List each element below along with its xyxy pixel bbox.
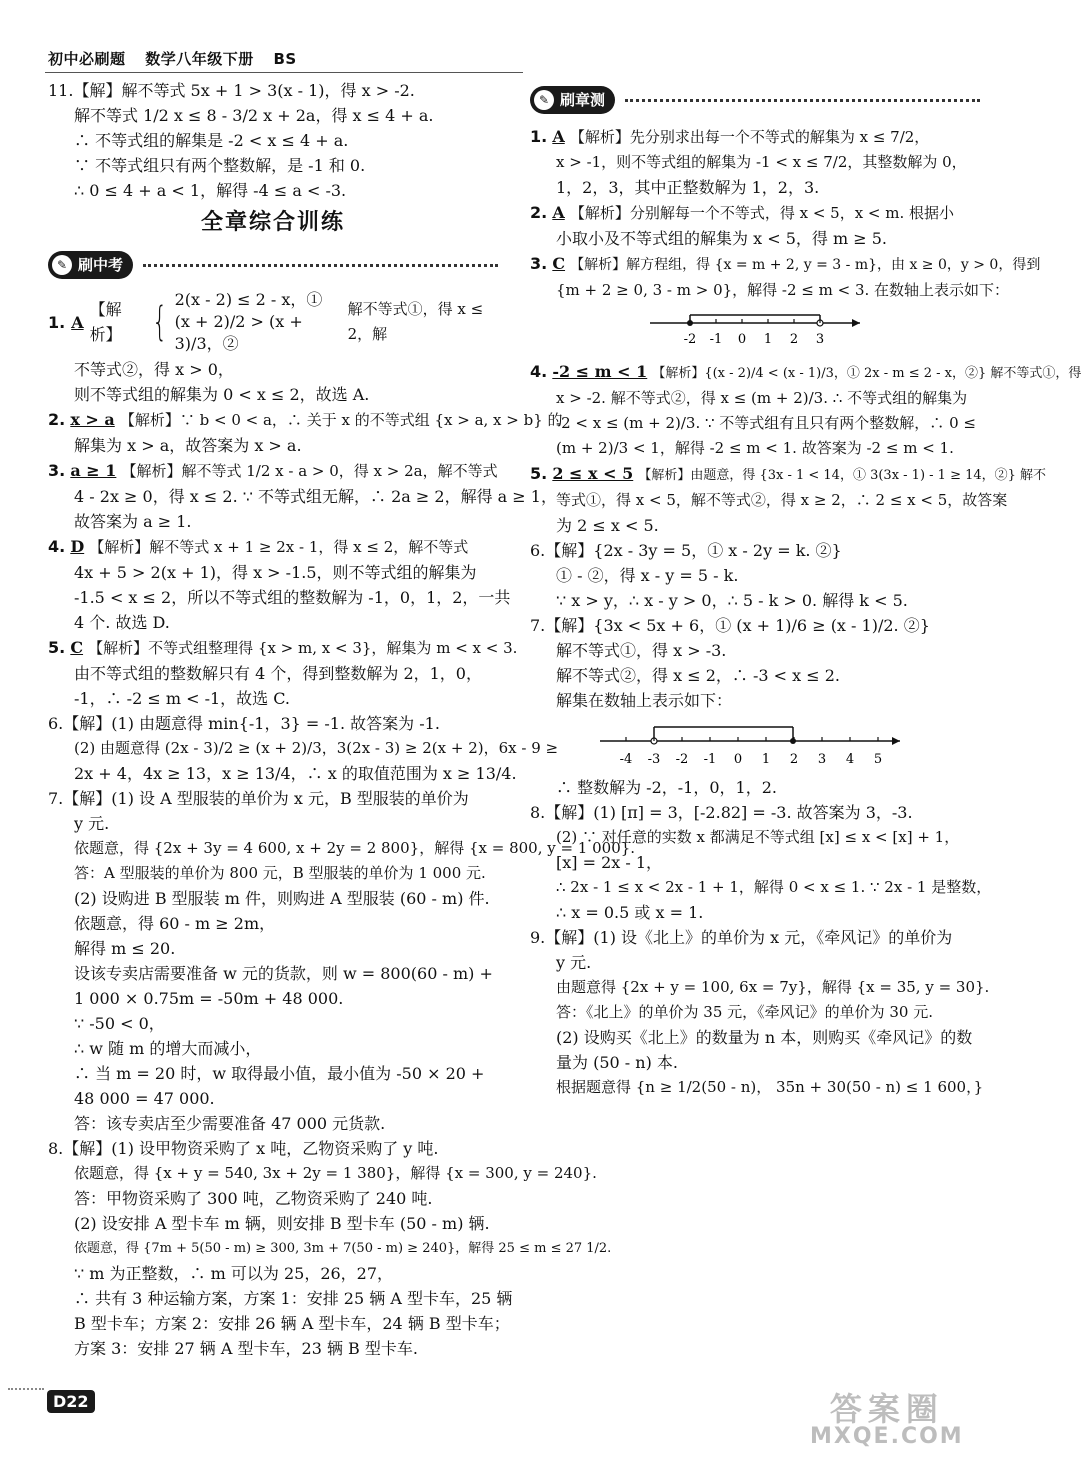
dotted-rule	[143, 264, 498, 267]
q6-line: 6.【解】(1) 由题意得 min{-1，3} = -1. 故答案为 -1.	[48, 714, 440, 733]
badge-row-zhongkao	[48, 247, 498, 283]
q2-answer: x > a	[70, 410, 115, 429]
axis-tick-label: 2	[789, 752, 799, 767]
r-q1-line: 1，2，3，其中正整数解为 1，2，3.	[556, 178, 820, 197]
axis-tick-label: 4	[845, 752, 855, 767]
q8-line: ∴ 共有 3 种运输方案，方案 1：安排 25 辆 A 型卡车，25 辆	[74, 1289, 513, 1308]
footer-dotted-rule	[8, 1388, 44, 1390]
r-q5-head	[530, 461, 1047, 488]
section-badge	[530, 86, 615, 114]
r-q3-answer: C	[552, 254, 566, 273]
q7-line: ∴ w 随 m 的增大而减小，	[74, 1039, 262, 1058]
r-q1-number: 1.	[530, 127, 548, 146]
q2-head	[48, 407, 563, 433]
r-q9-line: 由题意得 {2x + y = 100, 6x = 7y}，解得 {x = 35, y = 30}.	[556, 978, 990, 996]
r-q7-line: 解不等式②，得 x ≤ 2，∴ -3 < x ≤ 2.	[556, 666, 840, 685]
header-divider	[45, 72, 523, 73]
q4-line: -1.5 < x ≤ 2，所以不等式组的整数解为 -1，0，1，2，一共	[74, 588, 511, 607]
q1-answer: A	[71, 312, 84, 332]
section-badge	[48, 251, 133, 279]
r-q4-head	[530, 359, 1081, 386]
inequality-system	[175, 289, 340, 355]
q5-answer: C	[70, 638, 84, 657]
axis-tick-label: 1	[763, 332, 773, 347]
axis-tick-label: -1	[703, 752, 717, 767]
q3-number: 3.	[48, 461, 66, 480]
q4-number: 4.	[48, 537, 66, 556]
axis-tick-label: 0	[733, 752, 743, 767]
r-q1-answer: A	[552, 127, 565, 146]
watermark-title: 答案圈	[829, 1390, 944, 1428]
r-q6-line: 6.【解】{2x - 3y = 5，① x - 2y = k. ②}	[530, 541, 842, 560]
q11-line: ∵ 不等式组只有两个整数解，是 -1 和 0.	[74, 156, 366, 175]
r-q5-line: 等式①，得 x < 5，解不等式②，得 x ≥ 2，∴ 2 ≤ x < 5，故答案	[556, 491, 1008, 509]
r-q4-number: 4.	[530, 362, 548, 381]
q7-line: (2) 设购进 B 型服装 m 件，则购进 A 型服装 (60 - m) 件.	[74, 889, 490, 908]
q4-line: 4 个. 故选 D.	[74, 613, 170, 632]
q5-line: 由不等式组的整数解只有 4 个，得到整数解为 2，1，0，	[74, 664, 482, 683]
badge-row-zhangce	[530, 82, 980, 118]
q7-line: 设该专卖店需要准备 w 元的货款，则 w = 800(60 - m) +	[74, 964, 493, 983]
number-line-q3	[530, 309, 970, 353]
r-q4-line: -2 < x ≤ (m + 2)/3. ∵ 不等式组有且只有两个整数解，∴ 0 ≤	[556, 414, 976, 432]
q1-line: 则不等式组的解集为 0 < x ≤ 2，故选 A.	[74, 385, 370, 404]
r-q8-line: 8.【解】(1) [π] = 3，[-2.82] = -3. 故答案为 3，-3.	[530, 803, 913, 822]
closed-point	[790, 738, 796, 744]
q2-line: 解集为 x > a，故答案为 x > a.	[74, 436, 302, 455]
r-q9-line: 根据题意得 {n ≥ 1/2(50 - n)， 35n + 30(50 - n) ≤ 1 600，}	[556, 1078, 984, 1096]
axis-tick-label: 5	[873, 752, 883, 767]
q5-number: 5.	[48, 638, 66, 657]
badge-label: 刷章测	[560, 90, 606, 109]
q7-line: 依题意，得 60 - m ≥ 2m，	[74, 914, 276, 933]
edition-label: BS	[273, 50, 297, 68]
q7-line: 解得 m ≤ 20.	[74, 939, 176, 958]
q8-line: 依题意，得 {x + y = 540, 3x + 2y = 1 380}，解得 {x = 300, y = 240}.	[74, 1164, 597, 1182]
r-q7-line: ∴ 整数解为 -2，-1，0，1，2.	[556, 778, 777, 797]
q7-line: 48 000 = 47 000.	[74, 1089, 215, 1108]
q8-line: 依题意，得 {7m + 5(50 - m) ≥ 300, 3m + 7(50 - m) ≥ 240}，解得 25 ≤ m ≤ 27 1/2.	[74, 1241, 612, 1256]
r-q3-head	[530, 251, 1041, 278]
q7-line: 答：A 型服装的单价为 800 元，B 型服装的单价为 1 000 元.	[74, 864, 486, 882]
right-column	[530, 78, 1081, 1100]
q5-head	[48, 635, 518, 661]
r-q7-line: 7.【解】{3x < 5x + 6，① (x + 1)/6 ≥ (x - 1)/2. ②}	[530, 616, 930, 635]
number-line-q7	[530, 719, 970, 769]
r-q8-line: ∴ x = 0.5 或 x = 1.	[556, 903, 704, 922]
axis-tick-label: 2	[789, 332, 799, 347]
r-q9-line: 9.【解】(1) 设《北上》的单价为 x 元，《牵风记》的单价为	[530, 928, 953, 947]
q8-line: 方案 3：安排 27 辆 A 型卡车，23 辆 B 型卡车.	[74, 1339, 418, 1358]
q1-line: 不等式②，得 x > 0，	[74, 360, 234, 379]
q4-line: 4x + 5 > 2(x + 1)，得 x > -1.5，则不等式组的解集为	[74, 563, 477, 582]
r-q8-line: ∴ 2x - 1 ≤ x < 2x - 1 + 1，解得 0 < x ≤ 1. ∵ 2x - 1 是整数，	[556, 878, 992, 896]
page-header	[48, 48, 311, 69]
r-q1-head	[530, 124, 980, 150]
axis-tick-label: 3	[817, 752, 827, 767]
brace-symbol: {	[152, 299, 168, 345]
q3-line: 故答案为 a ≥ 1.	[74, 512, 192, 531]
q2-text: 【解析】∵ b < 0 < a，∴ 关于 x 的不等式组 {x > a, x > b} 的	[119, 411, 563, 429]
r-q9-line: 量为 (50 - n) 本.	[556, 1053, 678, 1072]
r-q3-text: 【解析】解方程组，得 {x = m + 2, y = 3 - m}，由 x ≥ 0，y > 0，得到	[570, 257, 1041, 273]
q6-line: 2x + 4，4x ≥ 13，x ≥ 13/4，∴ x 的取值范围为 x ≥ 13/4.	[74, 764, 517, 783]
axis-tick-label: -2	[675, 752, 689, 767]
r-q2-head	[530, 200, 980, 226]
q7-line: 1 000 × 0.75m = -50m + 48 000.	[74, 989, 344, 1008]
axis-tick-label: -1	[709, 332, 723, 347]
analysis-tag: 【解析】	[89, 300, 122, 344]
q7-line: y 元.	[74, 814, 110, 833]
q8-line: 答：甲物资采购了 300 吨，乙物资采购了 240 吨.	[74, 1189, 433, 1208]
q3-head	[48, 458, 498, 484]
q8-line: B 型卡车；方案 2：安排 26 辆 A 型卡车，24 辆 B 型卡车；	[74, 1314, 510, 1333]
r-q9-line: (2) 设购买《北上》的数量为 n 本，则购买《牵风记》的数	[556, 1028, 973, 1047]
r-q5-answer: 2 ≤ x < 5	[552, 464, 634, 483]
series-title: 初中必刷题	[48, 50, 126, 68]
r-q4-line: (m + 2)/3 < 1，解得 -2 ≤ m < 1. 故答案为 -2 ≤ m < 1.	[556, 439, 954, 457]
q7-line: 答：该专卖店至少需要准备 47 000 元货款.	[74, 1114, 386, 1133]
axis-arrow	[852, 319, 860, 327]
q11-line: ∴ 不等式组的解集是 -2 < x ≤ 4 + a.	[74, 131, 349, 150]
brush-icon: ✎	[534, 90, 554, 110]
q4-head	[48, 534, 498, 560]
q4-answer: D	[70, 537, 85, 556]
r-q5-line: 为 2 ≤ x < 5.	[556, 516, 659, 535]
r-q2-number: 2.	[530, 203, 548, 222]
q6-line: (2) 由题意得 (2x - 3)/2 ≥ (x + 2)/3，3(2x - 3) ≥ 2(x + 2)，6x - 9 ≥	[74, 739, 559, 757]
q3-text: 【解析】解不等式 1/2 x - a > 0，得 x > 2a，解不等式	[121, 462, 498, 480]
q8-line: 8.【解】(1) 设甲物资采购了 x 吨，乙物资采购了 y 吨.	[48, 1139, 439, 1158]
r-q5-number: 5.	[530, 464, 548, 483]
r-q8-line: [x] = 2x - 1，	[556, 853, 663, 872]
q1-block	[48, 289, 498, 355]
q11-line: 11.【解】解不等式 5x + 1 > 3(x - 1)，得 x > -2.	[48, 81, 415, 100]
r-q1-line: x > -1，则不等式组的解集为 -1 < x ≤ 7/2，其整数解为 0，	[556, 153, 967, 171]
r-q2-answer: A	[552, 203, 565, 222]
r-q5-text: 【解析】由题意，得 {3x - 1 < 14，① 3(3x - 1) - 1 ≥ 14，②} 解不	[638, 468, 1047, 483]
r-q4-line: x > -2. 解不等式②，得 x ≤ (m + 2)/3. ∴ 不等式组的解集为	[556, 389, 968, 407]
axis-arrow	[892, 737, 900, 745]
q5-line: -1，∴ -2 ≤ m < -1，故选 C.	[74, 689, 291, 708]
q11-line: ∴ 0 ≤ 4 + a < 1，解得 -4 ≤ a < -3.	[74, 181, 347, 200]
q5-text: 【解析】不等式组整理得 {x > m, x < 3}，解集为 m < x < 3.	[88, 639, 518, 657]
subject-title: 数学八年级下册	[145, 50, 254, 68]
axis-tick-label: 3	[815, 332, 825, 347]
page-number: D22	[47, 1390, 95, 1413]
q7-line: 依题意，得 {2x + 3y = 4 600, x + 2y = 2 800}，解得 {x = 800, y = 1 000}.	[74, 839, 636, 857]
r-q1-text: 【解析】先分别求出每一个不等式的解集为 x ≤ 7/2，	[569, 128, 930, 146]
system-row: (x + 2)/2 > (x + 3)/3，②	[174, 312, 303, 353]
r-q2-text: 【解析】分别解每一个不等式，得 x < 5，x < m. 根据小	[569, 204, 955, 222]
system-row: 2(x - 2) ≤ 2 - x，①	[174, 290, 323, 309]
q8-line: ∵ m 为正整数，∴ m 可以为 25，26，27，	[74, 1264, 394, 1283]
r-q2-line: 小取小及不等式组的解集为 x < 5，得 m ≥ 5.	[556, 229, 887, 248]
watermark-url: MXQE.COM	[810, 1424, 964, 1449]
r-q9-line: y 元.	[556, 953, 592, 972]
r-q3-line: {m + 2 ≥ 0, 3 - m > 0}，解得 -2 ≤ m < 3. 在数轴上表示如下：	[556, 281, 1010, 299]
dotted-rule	[625, 99, 980, 102]
watermark	[810, 1390, 964, 1451]
brush-icon: ✎	[52, 255, 72, 275]
q7-line: 7.【解】(1) 设 A 型服装的单价为 x 元，B 型服装的单价为	[48, 789, 469, 808]
r-q4-answer: -2 ≤ m < 1	[552, 362, 648, 381]
q8-line: (2) 设安排 A 型卡车 m 辆，则安排 B 型卡车 (50 - m) 辆.	[74, 1214, 490, 1233]
q2-number: 2.	[48, 410, 66, 429]
axis-tick-label: -2	[683, 332, 697, 347]
q3-answer: a ≥ 1	[70, 461, 117, 480]
badge-label: 刷中考	[78, 255, 124, 274]
r-q8-line: (2) ∵ 对任意的实数 x 都满足不等式组 [x] ≤ x < [x] + 1，	[556, 828, 960, 846]
axis-tick-label: -4	[619, 752, 633, 767]
axis-tick-label: 0	[737, 332, 747, 347]
r-q6-line: ∵ x > y，∴ x - y > 0，∴ 5 - k > 0. 解得 k < 5.	[556, 591, 908, 610]
axis-tick-label: 1	[761, 752, 771, 767]
section-title: 全章综合训练	[200, 210, 345, 235]
q11-line: 解不等式 1/2 x ≤ 8 - 3/2 x + 2a，得 x ≤ 4 + a.	[74, 106, 434, 125]
q1-text: 解不等式①，得 x ≤ 2，解	[347, 300, 484, 343]
axis-tick-label: -3	[647, 752, 661, 767]
r-q7-line: 解不等式①，得 x > -3.	[556, 641, 727, 660]
r-q7-line: 解集在数轴上表示如下：	[556, 691, 733, 710]
q4-text: 【解析】解不等式 x + 1 ≥ 2x - 1，得 x ≤ 2，解不等式	[89, 538, 469, 556]
q7-line: ∵ -50 < 0，	[74, 1014, 165, 1033]
r-q9-line: 答：《北上》的单价为 35 元，《牵风记》的单价为 30 元.	[556, 1003, 934, 1021]
q3-line: 4 - 2x ≥ 0，得 x ≤ 2. ∵ 不等式组无解，∴ 2a ≥ 2，解得 a ≥ 1，	[74, 487, 557, 506]
r-q6-line: ① - ②，得 x - y = 5 - k.	[556, 566, 739, 585]
q1-number: 1.	[48, 312, 66, 332]
r-q4-text: 【解析】{(x - 2)/4 < (x - 1)/3，① 2x - m ≤ 2 - x，②} 解不等式①，得	[652, 366, 1081, 381]
r-q3-number: 3.	[530, 254, 548, 273]
q7-line: ∴ 当 m = 20 时，w 取得最小值，最小值为 -50 × 20 +	[74, 1064, 485, 1083]
